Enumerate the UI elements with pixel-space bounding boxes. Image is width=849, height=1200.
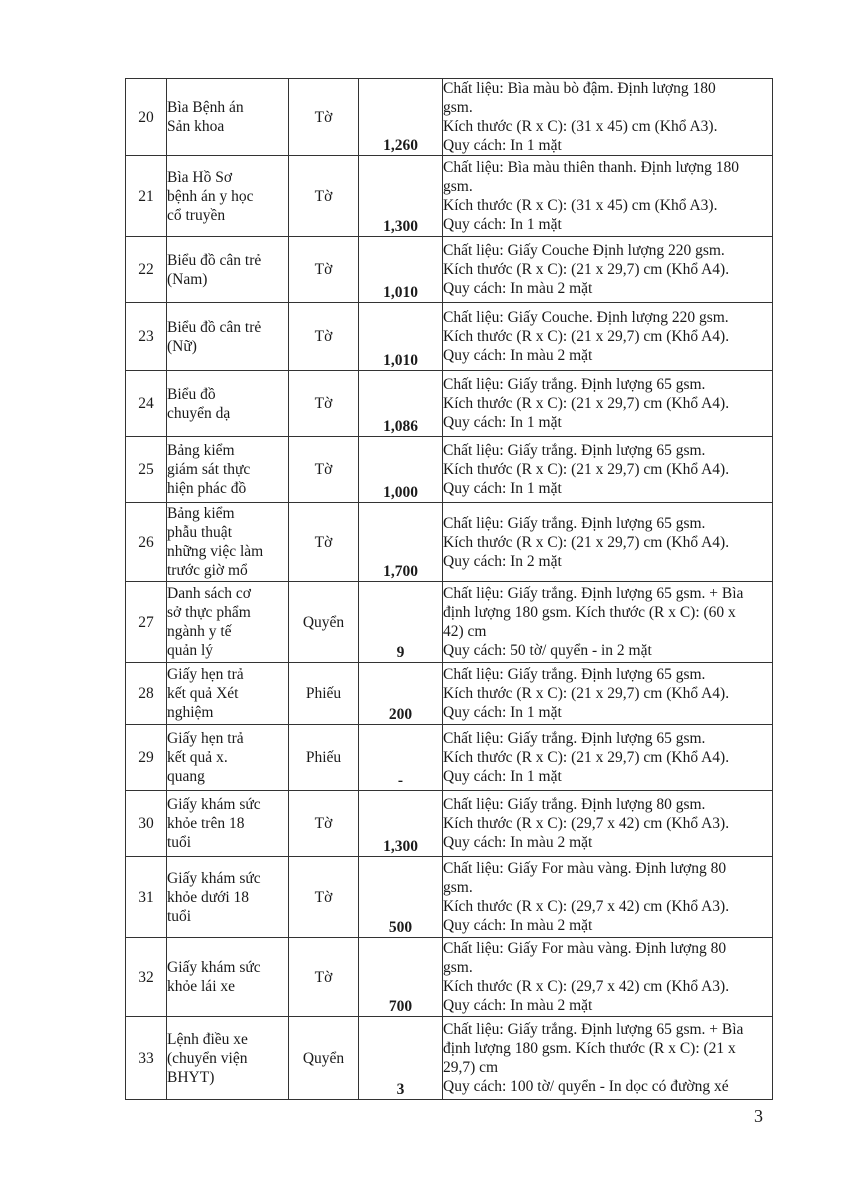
- unit-cell: Tờ: [289, 237, 359, 303]
- quantity-cell: 1,086: [359, 371, 443, 437]
- unit-cell: Quyển: [289, 1017, 359, 1100]
- item-name-line: khỏe trên 18: [167, 815, 245, 832]
- quantity-cell: 1,010: [359, 237, 443, 303]
- specification-cell: [443, 156, 773, 237]
- row-number: 21: [126, 156, 167, 237]
- quantity-cell: -: [359, 725, 443, 791]
- specification-cell: [443, 725, 773, 791]
- item-name-line: chuyển dạ: [167, 404, 231, 422]
- specification-line: Quy cách: In màu 2 mặt: [443, 347, 593, 364]
- row-number: 33: [126, 1017, 167, 1100]
- specification-line: Quy cách: In 1 mặt: [443, 137, 562, 154]
- item-name: [167, 582, 289, 663]
- item-name-line: kết quả Xét: [167, 685, 239, 702]
- item-name-line: ngành y tế: [167, 623, 232, 640]
- specification-line: Chất liệu: Giấy trắng. Định lượng 65 gsm. + Bìa: [443, 585, 744, 602]
- item-name-line: (Nam): [167, 270, 208, 288]
- item-name-line: Bìa Bệnh án: [167, 99, 244, 116]
- table-row: [126, 303, 773, 371]
- specification-line: Chất liệu: Giấy Couche Định lượng 220 gsm.: [443, 242, 725, 259]
- table-row: [126, 1017, 773, 1100]
- item-name-line: Bảng kiểm: [167, 442, 235, 459]
- quantity-cell: 1,300: [359, 156, 443, 237]
- specification-line: Kích thước (R x C): (31 x 45) cm (Khổ A3).: [443, 118, 718, 135]
- table-row: [126, 857, 773, 938]
- table-row: [126, 437, 773, 503]
- specification-line: Chất liệu: Giấy trắng. Định lượng 65 gsm.: [443, 666, 706, 683]
- specification-line: Kích thước (R x C): (21 x 29,7) cm (Khổ A4).: [443, 749, 730, 766]
- item-name-line: kết quả x.: [167, 749, 228, 766]
- row-number: 29: [126, 725, 167, 791]
- specification-cell: [443, 663, 773, 725]
- specification-line: định lượng 180 gsm. Kích thước (R x C): (21 x: [443, 1040, 736, 1057]
- specification-line: Chất liệu: Giấy For màu vàng. Định lượng 80: [443, 860, 727, 877]
- item-name-line: sở thực phẩm: [167, 604, 251, 621]
- row-number: 22: [126, 237, 167, 303]
- item-name: [167, 857, 289, 938]
- item-name-line: nghiệm: [167, 704, 214, 721]
- specification-line: Quy cách: In 1 mặt: [443, 480, 562, 497]
- item-name-line: phẫu thuật: [167, 524, 232, 541]
- item-name-line: Giấy khám sức: [167, 959, 261, 976]
- specification-cell: [443, 303, 773, 371]
- item-name-line: khỏe dưới 18: [167, 888, 250, 906]
- specification-cell: [443, 857, 773, 938]
- specification-line: Kích thước (R x C): (29,7 x 42) cm (Khổ A3).: [443, 815, 730, 832]
- specification-line: gsm.: [443, 959, 473, 976]
- item-name-line: quản lý: [167, 642, 214, 659]
- specification-line: Kích thước (R x C): (29,7 x 42) cm (Khổ A3).: [443, 978, 730, 995]
- item-name: [167, 303, 289, 371]
- quantity-cell: 1,700: [359, 503, 443, 582]
- unit-cell: Tờ: [289, 791, 359, 857]
- item-name-line: Bảng kiểm: [167, 505, 235, 522]
- table-row: [126, 582, 773, 663]
- specification-line: Kích thước (R x C): (21 x 29,7) cm (Khổ A4).: [443, 685, 730, 702]
- specification-line: Chất liệu: Giấy Couche. Định lượng 220 gsm.: [443, 309, 729, 326]
- specification-line: Kích thước (R x C): (21 x 29,7) cm (Khổ A4).: [443, 533, 730, 551]
- table-row: [126, 79, 773, 156]
- table-row: [126, 791, 773, 857]
- item-name-line: cổ truyền: [167, 206, 226, 224]
- unit-cell: Tờ: [289, 503, 359, 582]
- item-name: [167, 79, 289, 156]
- item-name: [167, 237, 289, 303]
- item-name: [167, 938, 289, 1017]
- item-name: [167, 156, 289, 237]
- quantity-cell: 3: [359, 1017, 443, 1100]
- specification-line: Kích thước (R x C): (21 x 29,7) cm (Khổ A4).: [443, 261, 730, 278]
- specification-line: 29,7) cm: [443, 1059, 499, 1076]
- table-row: [126, 503, 773, 582]
- specification-cell: [443, 1017, 773, 1100]
- specification-line: Chất liệu: Giấy trắng. Định lượng 65 gsm. + Bìa: [443, 1021, 744, 1038]
- unit-cell: Quyển: [289, 582, 359, 663]
- table-row: [126, 237, 773, 303]
- specification-line: Chất liệu: Giấy For màu vàng. Định lượng 80: [443, 940, 727, 957]
- item-name-line: Giấy khám sức: [167, 869, 261, 887]
- specification-cell: [443, 582, 773, 663]
- item-name-line: BHYT): [167, 1068, 215, 1086]
- row-number: 32: [126, 938, 167, 1017]
- specification-cell: [443, 79, 773, 156]
- item-name-line: (chuyển viện: [167, 1049, 248, 1067]
- item-name: [167, 371, 289, 437]
- unit-cell: Tờ: [289, 857, 359, 938]
- table-row: [126, 156, 773, 237]
- item-name: [167, 663, 289, 725]
- specification-line: gsm.: [443, 99, 473, 116]
- specification-line: Chất liệu: Giấy trắng. Định lượng 65 gsm.: [443, 442, 706, 459]
- unit-cell: Tờ: [289, 303, 359, 371]
- table-row: [126, 725, 773, 791]
- specification-cell: [443, 938, 773, 1017]
- row-number: 24: [126, 371, 167, 437]
- specification-cell: [443, 237, 773, 303]
- unit-cell: Tờ: [289, 437, 359, 503]
- materials-table: [125, 78, 773, 1100]
- specification-line: Kích thước (R x C): (21 x 29,7) cm (Khổ A4).: [443, 395, 730, 412]
- item-name-line: (Nữ): [167, 337, 197, 355]
- item-name: [167, 437, 289, 503]
- table-row: [126, 663, 773, 725]
- unit-cell: Tờ: [289, 938, 359, 1017]
- unit-cell: Tờ: [289, 371, 359, 437]
- specification-line: Kích thước (R x C): (29,7 x 42) cm (Khổ A3).: [443, 898, 730, 915]
- specification-line: gsm.: [443, 879, 473, 896]
- item-name-line: tuổi: [167, 907, 192, 925]
- quantity-cell: 500: [359, 857, 443, 938]
- specification-line: định lượng 180 gsm. Kích thước (R x C): (60 x: [443, 604, 736, 621]
- item-name-line: Sản khoa: [167, 118, 225, 135]
- row-number: 23: [126, 303, 167, 371]
- item-name-line: giám sát thực: [167, 461, 251, 478]
- specification-cell: [443, 371, 773, 437]
- specification-line: Chất liệu: Bìa màu bò đậm. Định lượng 180: [443, 80, 716, 97]
- specification-line: Quy cách: In 1 mặt: [443, 414, 562, 431]
- specification-line: Quy cách: In màu 2 mặt: [443, 834, 593, 851]
- item-name-line: trước giờ mổ: [167, 562, 248, 579]
- item-name: [167, 1017, 289, 1100]
- unit-cell: Phiếu: [289, 663, 359, 725]
- quantity-cell: 1,260: [359, 79, 443, 156]
- unit-cell: Phiếu: [289, 725, 359, 791]
- item-name: [167, 791, 289, 857]
- row-number: 20: [126, 79, 167, 156]
- quantity-cell: 1,300: [359, 791, 443, 857]
- unit-cell: Tờ: [289, 79, 359, 156]
- item-name-line: Bìa Hồ Sơ: [167, 168, 233, 186]
- table-body: [126, 79, 773, 1100]
- quantity-cell: 200: [359, 663, 443, 725]
- quantity-cell: 1,010: [359, 303, 443, 371]
- item-name-line: hiện phác đồ: [167, 480, 247, 497]
- specification-line: Quy cách: 100 tờ/ quyển - In dọc có đường xé: [443, 1078, 729, 1095]
- item-name-line: quang: [167, 768, 205, 785]
- item-name-line: tuổi: [167, 834, 192, 851]
- row-number: 30: [126, 791, 167, 857]
- specification-line: Chất liệu: Giấy trắng. Định lượng 80 gsm.: [443, 796, 706, 813]
- item-name: [167, 725, 289, 791]
- item-name-line: Biểu đồ cân trẻ: [167, 251, 262, 269]
- row-number: 27: [126, 582, 167, 663]
- item-name: [167, 503, 289, 582]
- item-name-line: khỏe lái xe: [167, 978, 236, 995]
- specification-line: Chất liệu: Giấy trắng. Định lượng 65 gsm.: [443, 376, 706, 393]
- table-row: [126, 371, 773, 437]
- item-name-line: những việc làm: [167, 543, 264, 560]
- page-number: 3: [754, 1106, 763, 1126]
- quantity-cell: 1,000: [359, 437, 443, 503]
- specification-line: Quy cách: In 2 mặt: [443, 552, 562, 570]
- specification-cell: [443, 791, 773, 857]
- row-number: 25: [126, 437, 167, 503]
- specification-line: Quy cách: 50 tờ/ quyển - in 2 mặt: [443, 642, 652, 659]
- specification-line: Kích thước (R x C): (21 x 29,7) cm (Khổ A4).: [443, 328, 730, 345]
- specification-line: Quy cách: In 1 mặt: [443, 768, 562, 785]
- specification-line: Quy cách: In 1 mặt: [443, 704, 562, 721]
- item-name-line: Giấy khám sức: [167, 796, 261, 813]
- item-name-line: Biểu đồ: [167, 385, 216, 403]
- specification-line: Chất liệu: Bìa màu thiên thanh. Định lượng 180: [443, 159, 739, 176]
- specification-line: gsm.: [443, 178, 473, 195]
- quantity-cell: 700: [359, 938, 443, 1017]
- item-name-line: Lệnh điều xe: [167, 1030, 248, 1048]
- quantity-cell: 9: [359, 582, 443, 663]
- specification-line: Kích thước (R x C): (31 x 45) cm (Khổ A3).: [443, 197, 718, 214]
- item-name-line: Giấy hẹn trả: [167, 666, 244, 683]
- row-number: 26: [126, 503, 167, 582]
- specification-line: Chất liệu: Giấy trắng. Định lượng 65 gsm.: [443, 730, 706, 747]
- item-name-line: bệnh án y học: [167, 187, 254, 205]
- item-name-line: Danh sách cơ: [167, 585, 251, 602]
- row-number: 28: [126, 663, 167, 725]
- specification-line: Quy cách: In màu 2 mặt: [443, 917, 593, 934]
- specification-line: Quy cách: In màu 2 mặt: [443, 997, 593, 1014]
- item-name-line: Biểu đồ cân trẻ: [167, 318, 262, 336]
- table-row: [126, 938, 773, 1017]
- specification-line: Kích thước (R x C): (21 x 29,7) cm (Khổ A4).: [443, 461, 730, 478]
- specification-line: Quy cách: In 1 mặt: [443, 216, 562, 233]
- specification-line: 42) cm: [443, 623, 487, 640]
- unit-cell: Tờ: [289, 156, 359, 237]
- item-name-line: Giấy hẹn trả: [167, 730, 244, 747]
- row-number: 31: [126, 857, 167, 938]
- specification-cell: [443, 437, 773, 503]
- specification-cell: [443, 503, 773, 582]
- specification-line: Chất liệu: Giấy trắng. Định lượng 65 gsm.: [443, 514, 706, 532]
- specification-line: Quy cách: In màu 2 mặt: [443, 280, 593, 297]
